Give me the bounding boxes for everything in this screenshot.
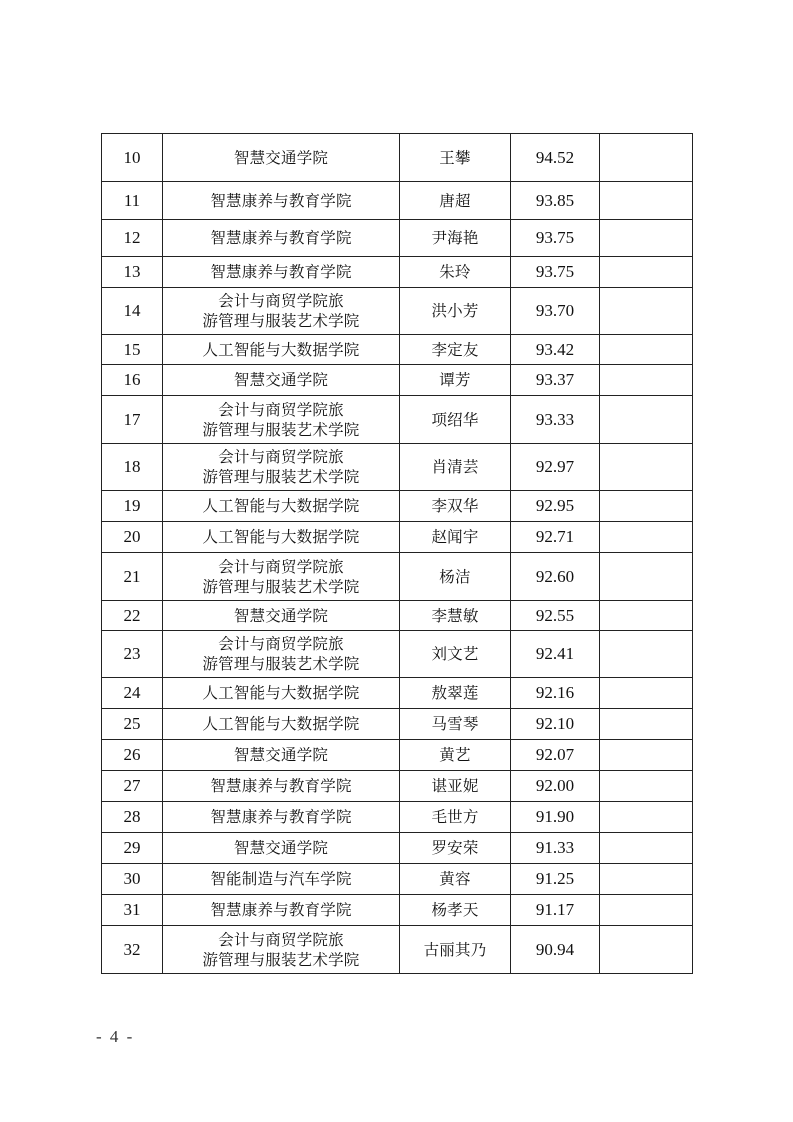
score-cell: 91.25 — [511, 864, 600, 895]
note-cell — [600, 895, 693, 926]
note-cell — [600, 444, 693, 491]
student-name-cell: 刘文艺 — [400, 631, 511, 678]
college-cell: 会计与商贸学院旅 游管理与服装艺术学院 — [163, 631, 400, 678]
college-cell: 智慧交通学院 — [163, 601, 400, 631]
table-row — [102, 335, 693, 365]
row-number-cell: 20 — [102, 522, 163, 553]
score-cell: 93.85 — [511, 182, 600, 220]
student-name-cell: 项绍华 — [400, 396, 511, 444]
student-name-cell: 黄容 — [400, 864, 511, 895]
score-cell: 92.97 — [511, 444, 600, 491]
note-cell — [600, 553, 693, 601]
score-cell: 93.33 — [511, 396, 600, 444]
college-cell: 人工智能与大数据学院 — [163, 491, 400, 522]
note-cell — [600, 709, 693, 740]
row-number-cell: 23 — [102, 631, 163, 678]
table-row — [102, 522, 693, 553]
score-cell: 92.41 — [511, 631, 600, 678]
college-cell: 智慧康养与教育学院 — [163, 182, 400, 220]
note-cell — [600, 134, 693, 182]
score-cell: 90.94 — [511, 926, 600, 974]
note-cell — [600, 926, 693, 974]
row-number-cell: 13 — [102, 257, 163, 288]
table-row — [102, 134, 693, 182]
student-name-cell: 唐超 — [400, 182, 511, 220]
score-cell: 94.52 — [511, 134, 600, 182]
student-name-cell: 谌亚妮 — [400, 771, 511, 802]
college-cell: 智慧康养与教育学院 — [163, 895, 400, 926]
row-number-cell: 25 — [102, 709, 163, 740]
row-number-cell: 14 — [102, 288, 163, 335]
college-cell: 智慧交通学院 — [163, 740, 400, 771]
row-number-cell: 17 — [102, 396, 163, 444]
student-name-cell: 古丽其乃 — [400, 926, 511, 974]
score-cell: 91.33 — [511, 833, 600, 864]
college-cell: 会计与商贸学院旅 游管理与服装艺术学院 — [163, 396, 400, 444]
college-cell: 人工智能与大数据学院 — [163, 709, 400, 740]
row-number-cell: 16 — [102, 365, 163, 396]
page-number: - 4 - — [96, 1027, 135, 1046]
college-cell: 智能制造与汽车学院 — [163, 864, 400, 895]
student-name-cell: 朱玲 — [400, 257, 511, 288]
row-number-cell: 12 — [102, 220, 163, 257]
row-number-cell: 30 — [102, 864, 163, 895]
note-cell — [600, 335, 693, 365]
row-number-cell: 22 — [102, 601, 163, 631]
table-row — [102, 864, 693, 895]
note-cell — [600, 220, 693, 257]
college-cell: 智慧康养与教育学院 — [163, 802, 400, 833]
student-name-cell: 马雪琴 — [400, 709, 511, 740]
table-row — [102, 444, 693, 491]
note-cell — [600, 802, 693, 833]
table-row — [102, 491, 693, 522]
note-cell — [600, 631, 693, 678]
note-cell — [600, 365, 693, 396]
row-number-cell: 11 — [102, 182, 163, 220]
table-row — [102, 833, 693, 864]
table-row — [102, 601, 693, 631]
student-name-cell: 洪小芳 — [400, 288, 511, 335]
student-name-cell: 肖清芸 — [400, 444, 511, 491]
note-cell — [600, 522, 693, 553]
row-number-cell: 26 — [102, 740, 163, 771]
college-cell: 会计与商贸学院旅 游管理与服装艺术学院 — [163, 288, 400, 335]
college-cell: 会计与商贸学院旅 游管理与服装艺术学院 — [163, 553, 400, 601]
score-cell: 92.55 — [511, 601, 600, 631]
student-name-cell: 黄艺 — [400, 740, 511, 771]
student-name-cell: 罗安荣 — [400, 833, 511, 864]
table-row — [102, 396, 693, 444]
row-number-cell: 28 — [102, 802, 163, 833]
score-cell: 92.71 — [511, 522, 600, 553]
row-number-cell: 15 — [102, 335, 163, 365]
table-row — [102, 802, 693, 833]
student-name-cell: 谭芳 — [400, 365, 511, 396]
row-number-cell: 24 — [102, 678, 163, 709]
score-cell: 93.75 — [511, 257, 600, 288]
note-cell — [600, 257, 693, 288]
table-row — [102, 288, 693, 335]
college-cell: 智慧康养与教育学院 — [163, 771, 400, 802]
college-cell: 人工智能与大数据学院 — [163, 678, 400, 709]
score-cell: 92.16 — [511, 678, 600, 709]
table-row — [102, 678, 693, 709]
note-cell — [600, 288, 693, 335]
table-row — [102, 771, 693, 802]
college-cell: 会计与商贸学院旅 游管理与服装艺术学院 — [163, 444, 400, 491]
note-cell — [600, 833, 693, 864]
score-cell: 91.90 — [511, 802, 600, 833]
score-cell: 91.17 — [511, 895, 600, 926]
score-table-body — [102, 134, 693, 974]
student-name-cell: 杨洁 — [400, 553, 511, 601]
student-name-cell: 李定友 — [400, 335, 511, 365]
college-cell: 智慧交通学院 — [163, 365, 400, 396]
table-row — [102, 631, 693, 678]
note-cell — [600, 182, 693, 220]
student-name-cell: 李双华 — [400, 491, 511, 522]
score-cell: 92.95 — [511, 491, 600, 522]
college-cell: 智慧康养与教育学院 — [163, 220, 400, 257]
score-cell: 92.07 — [511, 740, 600, 771]
row-number-cell: 18 — [102, 444, 163, 491]
table-row — [102, 926, 693, 974]
student-name-cell: 杨孝天 — [400, 895, 511, 926]
row-number-cell: 29 — [102, 833, 163, 864]
score-cell: 93.37 — [511, 365, 600, 396]
student-name-cell: 王攀 — [400, 134, 511, 182]
score-cell: 92.10 — [511, 709, 600, 740]
table-row — [102, 182, 693, 220]
note-cell — [600, 771, 693, 802]
college-cell: 人工智能与大数据学院 — [163, 522, 400, 553]
row-number-cell: 10 — [102, 134, 163, 182]
score-cell: 93.42 — [511, 335, 600, 365]
table-row — [102, 709, 693, 740]
college-cell: 智慧交通学院 — [163, 833, 400, 864]
score-cell: 92.60 — [511, 553, 600, 601]
note-cell — [600, 396, 693, 444]
note-cell — [600, 678, 693, 709]
row-number-cell: 32 — [102, 926, 163, 974]
college-cell: 人工智能与大数据学院 — [163, 335, 400, 365]
table-row — [102, 365, 693, 396]
row-number-cell: 27 — [102, 771, 163, 802]
college-cell: 智慧交通学院 — [163, 134, 400, 182]
table-row — [102, 220, 693, 257]
note-cell — [600, 491, 693, 522]
student-name-cell: 毛世方 — [400, 802, 511, 833]
student-name-cell: 赵闻宇 — [400, 522, 511, 553]
note-cell — [600, 601, 693, 631]
college-cell: 智慧康养与教育学院 — [163, 257, 400, 288]
student-name-cell: 李慧敏 — [400, 601, 511, 631]
score-cell: 92.00 — [511, 771, 600, 802]
score-cell: 93.75 — [511, 220, 600, 257]
table-row — [102, 895, 693, 926]
student-name-cell: 尹海艳 — [400, 220, 511, 257]
row-number-cell: 19 — [102, 491, 163, 522]
table-row — [102, 257, 693, 288]
table-row — [102, 553, 693, 601]
table-row — [102, 740, 693, 771]
note-cell — [600, 864, 693, 895]
score-table — [101, 133, 693, 974]
row-number-cell: 21 — [102, 553, 163, 601]
score-cell: 93.70 — [511, 288, 600, 335]
row-number-cell: 31 — [102, 895, 163, 926]
student-name-cell: 敖翠莲 — [400, 678, 511, 709]
note-cell — [600, 740, 693, 771]
college-cell: 会计与商贸学院旅 游管理与服装艺术学院 — [163, 926, 400, 974]
